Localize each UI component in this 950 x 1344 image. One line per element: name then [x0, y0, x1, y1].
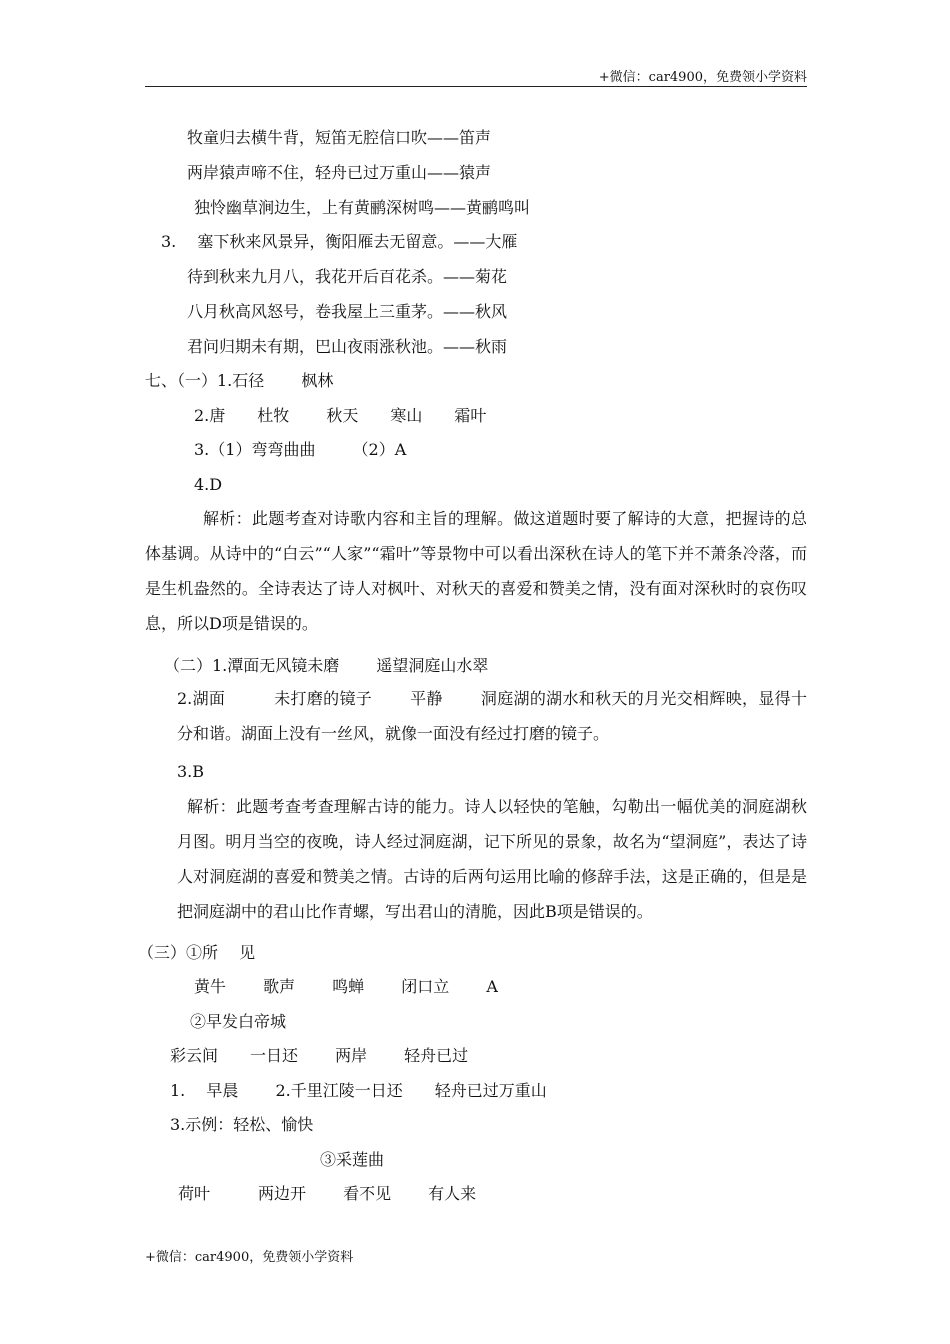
- poem-title-early-departure: ②早发白帝城: [190, 1012, 287, 1031]
- answer-line-15: 黄牛 歌声 鸣蝉 闭口立 A: [194, 977, 498, 996]
- answer-line-9: 2.唐 杜牧 秋天 寒山 霜叶: [194, 406, 487, 425]
- section-seven-heading: 七、（一）1.石径 枫林: [145, 371, 334, 390]
- page-footer: +微信：car4900，免费领小学资料: [145, 1250, 354, 1265]
- answer-line-11: 4.D: [194, 475, 223, 494]
- analysis-paragraph-1: 解析：此题考查对诗歌内容和主旨的理解。做这道题时要了解诗的大意，把握诗的总体基调。从诗中的“白云”“人家”“霜叶”等景物中可以看出深秋在诗人的笔下并不萧条冷落，而是生机盎然的。全诗表达了诗人对枫叶、对秋天的喜爱和赞美之情，没有面对深秋时的哀伤叹息，所以D项是错误的。: [145, 509, 807, 633]
- answer-line-13: 3.B: [177, 762, 205, 781]
- answer-line-18: 1. 早晨 2.千里江陵一日还 轻舟已过万重山: [170, 1081, 547, 1100]
- subsection-three-heading: （三）①所 见: [138, 943, 256, 962]
- answer-line-1: 牧童归去横牛背，短笛无腔信口吹——笛声: [187, 128, 492, 147]
- header-rule: [145, 86, 807, 87]
- analysis-paragraph-2: 解析：此题考查考查理解古诗的能力。诗人以轻快的笔触，勾勒出一幅优美的洞庭湖秋月图。明月当空的夜晚，诗人经过洞庭湖，记下所见的景象，故名为“望洞庭”，表达了诗人对洞庭湖的喜爱和赞美之情。古诗的后两句运用比喻的修辞手法，这是正确的，但是是把洞庭湖中的君山比作青螺，写出君山的清脆，因此B项是错误的。: [177, 797, 807, 921]
- answer-line-10: 3.（1）弯弯曲曲 （2）A: [194, 440, 407, 459]
- answer-line-2: 两岸猿声啼不住，轻舟已过万重山——猿声: [187, 163, 492, 182]
- page-header: +微信：car4900，免费领小学资料: [598, 70, 807, 85]
- answer-line-17: 彩云间 一日还 两岸 轻舟已过: [170, 1046, 469, 1065]
- answer-paragraph-2: 2.湖面 未打磨的镜子 平静 洞庭湖的湖水和秋天的月光交相辉映，显得十分和谐。湖面上没有一丝风，就像一面没有经过打磨的镜子。: [177, 689, 807, 743]
- answer-line-5: 待到秋来九月八，我花开后百花杀。——菊花: [187, 267, 508, 286]
- answer-line-7: 君问归期未有期，巴山夜雨涨秋池。——秋雨: [187, 337, 508, 356]
- answer-line-19: 3.示例：轻松、愉快: [170, 1115, 314, 1134]
- answer-line-6: 八月秋高风怒号，卷我屋上三重茅。——秋风: [187, 302, 508, 321]
- poem-title-lotus-picking: ③采莲曲: [320, 1150, 385, 1169]
- answer-line-21: 荷叶 两边开 看不见 有人来: [178, 1184, 477, 1203]
- answer-line-4: 3. 塞下秋来风景异，衡阳雁去无留意。——大雁: [161, 232, 518, 251]
- subsection-two-heading: （二）1.潭面无风镜未磨 遥望洞庭山水翠: [164, 656, 489, 675]
- answer-line-3: 独怜幽草涧边生，上有黄鹂深树鸣——黄鹂鸣叫: [194, 198, 531, 217]
